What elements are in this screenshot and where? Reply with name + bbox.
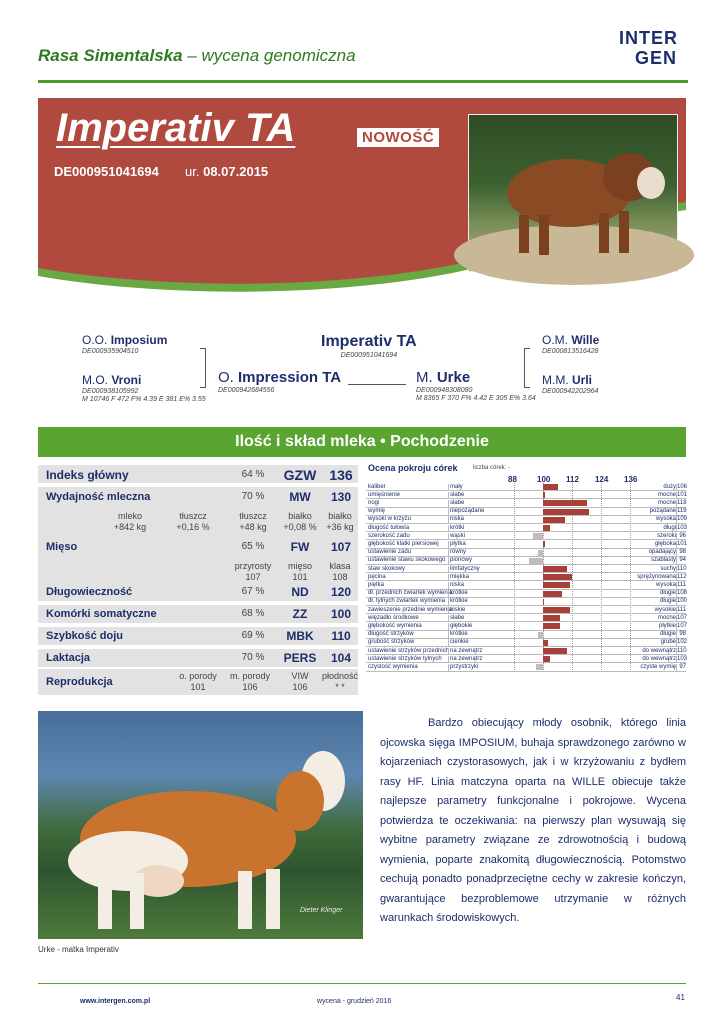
trait-name: staw skokowy <box>368 565 406 572</box>
sub-label: klasa <box>329 561 351 571</box>
index-row-milking <box>38 627 358 645</box>
dam-photo <box>38 711 363 939</box>
trait-name: grubość strzyków <box>368 639 415 646</box>
logo-line2: GEN <box>635 48 678 68</box>
trait-low-label: miękka <box>448 574 510 581</box>
oo-id: DE000935904510 <box>82 348 139 355</box>
sub-label: m. porody <box>229 671 271 681</box>
trait-low-label: niskie <box>448 607 510 614</box>
trait-bar <box>543 615 560 621</box>
mm-name: Urli <box>572 373 593 387</box>
index-code: PERS <box>283 651 317 665</box>
trait-name: dł. przednich ćwiartek wymienia <box>368 590 453 597</box>
sub-value: * * <box>335 682 345 692</box>
trait-low-label: niska <box>448 516 510 523</box>
index-pct: 69 % <box>241 630 265 641</box>
intergen-logo <box>615 26 695 72</box>
index-value: 136 <box>329 467 353 483</box>
index-code: ZZ <box>292 607 308 621</box>
conformation-row <box>366 557 686 565</box>
trait-low-label: mały <box>448 484 510 491</box>
index-pct: 67 % <box>241 586 265 597</box>
index-code: GZW <box>283 467 317 483</box>
pedigree-connector <box>348 384 406 385</box>
sub-label: tłuszcz <box>239 511 267 521</box>
m-name: Urke <box>436 369 471 386</box>
conformation-row <box>366 663 686 671</box>
self-name: Imperativ TA <box>321 333 417 350</box>
index-pct: 70 % <box>241 491 265 502</box>
photo-watermark: Dieter Klinger <box>300 907 343 914</box>
trait-name: ustawienie zadu <box>368 549 412 556</box>
index-code: FW <box>290 540 310 554</box>
trait-value: 112 <box>677 573 687 580</box>
pedigree-m <box>416 369 536 402</box>
trait-name: umięśnienie <box>368 491 401 498</box>
trait-name: głębokość klatki piersiowej <box>368 540 439 547</box>
born-date: 08.07.2015 <box>203 164 269 179</box>
index-label: Długowieczność <box>46 586 133 598</box>
footer-url[interactable]: www.intergen.com.pl <box>80 998 151 1005</box>
index-row-lactation <box>38 649 358 667</box>
trait-low-label: słabe <box>448 492 510 499</box>
page-title <box>38 46 356 66</box>
milk-sub-1 <box>100 511 160 533</box>
om-prefix: O.M. <box>542 333 568 347</box>
conformation-row <box>366 647 686 655</box>
trait-high-label: szeroki <box>656 532 676 539</box>
trait-high-label: wysoka <box>655 516 676 523</box>
sub-label: płodność <box>322 671 359 681</box>
meat-sub-3 <box>322 561 358 583</box>
milk-sub-3 <box>228 511 278 533</box>
trait-bar <box>543 509 589 515</box>
index-row-longevity <box>38 583 358 601</box>
trait-low-label: krótki <box>448 525 510 532</box>
conformation-row <box>366 622 686 630</box>
trait-bar <box>536 664 543 670</box>
index-row-somatic <box>38 605 358 623</box>
pedigree-mm <box>542 373 598 395</box>
trait-bar <box>543 566 567 572</box>
conformation-row <box>366 491 686 499</box>
trait-value: 106 <box>677 483 688 490</box>
scale-label: 124 <box>595 475 609 484</box>
trait-high-label: duży <box>663 483 676 490</box>
bull-photo <box>468 114 678 272</box>
pedigree-mo <box>82 373 206 403</box>
meat-sub-1 <box>228 561 278 583</box>
m-id: DE000948308080 <box>416 387 473 394</box>
sub-label: VIW <box>291 671 309 681</box>
scale-label: 100 <box>537 475 551 484</box>
sub-value: +0,16 % <box>176 522 210 532</box>
conformation-row <box>366 540 686 548</box>
index-value: 110 <box>331 629 351 643</box>
index-pct: 70 % <box>241 652 265 663</box>
trait-low-label: wąski <box>448 533 510 540</box>
trait-high-label: mocne <box>657 614 676 621</box>
trait-name: wymię <box>368 508 386 515</box>
trait-bar <box>538 550 543 556</box>
trait-name: piętka <box>368 581 385 588</box>
mo-id: DE000938105992 <box>82 388 139 395</box>
trait-bar <box>543 574 572 580</box>
milk-sub-2 <box>168 511 218 533</box>
trait-low-label: niepożądane <box>448 508 510 515</box>
footer-edition: wycena - grudzień 2016 <box>317 998 392 1005</box>
index-label: Indeks główny <box>46 468 129 482</box>
sub-value: 108 <box>332 572 348 582</box>
trait-low-label: równy <box>448 549 510 556</box>
trait-high-label: czyste wymię <box>640 663 676 670</box>
pedigree-bracket-left <box>200 348 206 388</box>
trait-bar <box>543 525 550 531</box>
conformation-row <box>366 614 686 622</box>
trait-high-label: głęboka <box>654 540 676 547</box>
trait-high-label: długie <box>659 590 676 597</box>
trait-low-label: pionowy <box>448 557 510 564</box>
sub-label: przyrosty <box>234 561 272 571</box>
index-label: Reprodukcja <box>46 676 113 688</box>
mo-prefix: M.O. <box>82 373 108 387</box>
meat-sub-2 <box>278 561 322 583</box>
sub-label: tłuszcz <box>179 511 207 521</box>
page-subtitle: – wycena genomiczna <box>187 46 356 65</box>
trait-low-label: niska <box>448 582 510 589</box>
trait-high-label: długie <box>659 631 676 638</box>
trait-bar <box>543 656 550 662</box>
trait-name: wysoki w krzyżu <box>368 516 412 523</box>
sub-label: białko <box>288 511 312 521</box>
trait-bar <box>543 582 570 588</box>
pedigree-self <box>321 333 417 359</box>
bull-name: Imperativ TA <box>56 106 296 150</box>
trait-low-label: słabe <box>448 615 510 622</box>
dam-photo-caption: Urke - matka Imperativ <box>38 945 119 954</box>
dam-photo-image <box>38 711 363 939</box>
sub-label: mięso <box>287 561 312 571</box>
trait-high-label: szablasty <box>650 557 676 564</box>
trait-bar <box>529 558 544 564</box>
conformation-row <box>366 598 686 606</box>
sub-value: 101 <box>292 572 308 582</box>
sub-value: 106 <box>292 682 308 692</box>
trait-high-label: długie <box>659 598 676 605</box>
o-id: DE000942684556 <box>218 387 275 394</box>
index-value: 130 <box>330 490 352 504</box>
trait-name: głębokość wymienia <box>368 622 422 629</box>
trait-low-label: limfatyczny <box>448 566 510 573</box>
trait-bar <box>543 607 570 613</box>
sub-value: +48 kg <box>239 522 267 532</box>
conformation-row <box>366 483 686 491</box>
trait-high-label: sprężynowana <box>637 573 676 580</box>
trait-high-label: długi <box>663 524 676 531</box>
sub-label: o. porody <box>179 671 217 681</box>
mo-name: Vroni <box>111 373 142 387</box>
sub-label: mleko <box>117 511 142 521</box>
conformation-row <box>366 516 686 524</box>
born-label: ur. <box>185 164 200 179</box>
trait-value: 101 <box>677 491 688 498</box>
scale-label: 88 <box>508 475 517 484</box>
trait-low-label: krótkie <box>448 631 510 638</box>
bull-id: DE000951041694 <box>54 164 159 179</box>
sub-value: +36 kg <box>326 522 354 532</box>
trait-high-label: płytkie <box>658 622 676 629</box>
trait-high-label: wysoka <box>655 581 676 588</box>
trait-bar <box>543 500 587 506</box>
milk-sub-5 <box>322 511 358 533</box>
oo-name: Imposium <box>110 333 168 347</box>
trait-low-label: krótkie <box>448 598 510 605</box>
trait-value: 107 <box>677 622 688 629</box>
mo-stats: M 10746 F 472 F% 4.39 E 381 E% 3.55 <box>82 396 206 403</box>
trait-low-label: krótkie <box>448 590 510 597</box>
index-pct: 64 % <box>241 469 265 480</box>
trait-name: ustawienie strzyków przednich <box>368 647 450 654</box>
trait-low-label: głębokie <box>448 623 510 630</box>
conformation-row <box>366 532 686 540</box>
conformation-row <box>366 581 686 589</box>
index-label: Mięso <box>46 541 78 553</box>
trait-value: 101 <box>677 540 688 547</box>
trait-high-label: grube <box>660 639 676 646</box>
index-code: ND <box>291 585 309 599</box>
mm-prefix: M.M. <box>542 373 569 387</box>
trait-name: pęcina <box>368 573 386 580</box>
index-code: MW <box>289 490 311 504</box>
index-label: Szybkość doju <box>46 630 124 642</box>
header-divider <box>38 80 688 83</box>
trait-value: 118 <box>677 499 687 506</box>
index-row-main <box>38 465 358 483</box>
trait-bar <box>543 640 548 646</box>
trait-high-label: mocne <box>657 491 676 498</box>
trait-bar <box>543 541 545 547</box>
milk-sub-4 <box>278 511 322 533</box>
repro-sub-4 <box>322 671 358 693</box>
index-pct: 65 % <box>241 541 265 552</box>
conformation-row <box>366 606 686 614</box>
trait-low-label: słabe <box>448 500 510 507</box>
index-value: 107 <box>330 540 352 554</box>
trait-high-label: do wewnątrz <box>642 647 676 654</box>
trait-bar <box>543 623 560 629</box>
sub-value: 107 <box>245 572 261 582</box>
oo-prefix: O.O. <box>82 333 108 347</box>
trait-value: 98 <box>676 631 686 638</box>
sub-label: białko <box>328 511 352 521</box>
repro-sub-1 <box>168 671 228 693</box>
scale-label: 112 <box>566 475 579 484</box>
trait-bar <box>543 517 565 523</box>
index-value: 104 <box>330 651 352 665</box>
index-value: 120 <box>330 585 352 599</box>
repro-sub-2 <box>222 671 278 693</box>
trait-name: nogi <box>368 499 380 506</box>
trait-value: 96 <box>676 533 686 540</box>
sub-value: +0,08 % <box>283 522 317 532</box>
trait-low-label: na zewnątrz <box>448 656 510 663</box>
section-title: Ilość i skład mleka • Pochodzenie <box>235 433 489 450</box>
conformation-row <box>366 631 686 639</box>
trait-high-label: mocne <box>657 499 676 506</box>
trait-value: 119 <box>677 508 687 515</box>
trait-bar <box>543 484 558 490</box>
logo-line1: INTER <box>619 28 678 48</box>
trait-value: 100 <box>677 598 688 605</box>
index-pct: 68 % <box>241 608 265 619</box>
bull-description: Bardzo obiecujący młody osobnik, którego linia ojcowska sięga IMPOSIUM, buhaja sprawdzonego zarówno w kojarzeniach czystorasowych, jak i w krzyżowaniu z bydłem rasy HF. Linia matczyna oparta na WILLE obiecuje także najlepsze parametry funkcjonalne i pokrojowe. Wycena potwierdza te oczekiwania: na pierwszy plan wysuwają się wybitne parametry związane ze zdrowotnością i budową wymienia, poparte znakomitą długowiecznością. Potomstwo cechują ponadto ponadprzeciętne cechy w zakresie kończyn, gwarantujące bezproblemowe utrzymanie w różnych warunkach środowiskowych. <box>380 717 686 924</box>
bull-banner <box>38 98 686 308</box>
trait-value: 111 <box>677 581 687 588</box>
conformation-row <box>366 639 686 647</box>
trait-value: 102 <box>677 639 688 646</box>
page-number: 41 <box>676 993 685 1002</box>
trait-low-label: płytka <box>448 541 510 548</box>
index-label: Laktacja <box>46 652 91 664</box>
trait-high-label: do wewnątrz <box>642 655 676 662</box>
trait-value: 97 <box>676 664 686 671</box>
index-row-meat <box>38 537 358 585</box>
scale-label: 136 <box>624 475 638 484</box>
daughters-count: liczba córek: - <box>473 465 511 471</box>
trait-high-label: wysokie <box>654 606 676 613</box>
trait-name: szerokość zadu <box>368 532 410 539</box>
conformation-row <box>366 655 686 663</box>
trait-value: 110 <box>677 565 687 572</box>
index-label: Komórki somatyczne <box>46 608 157 620</box>
trait-value: 98 <box>676 549 686 556</box>
index-label: Wydajność mleczna <box>46 491 151 503</box>
m-prefix: M. <box>416 369 433 386</box>
trait-bar <box>543 648 567 654</box>
o-prefix: O. <box>218 369 234 386</box>
trait-bar <box>543 591 562 597</box>
bull-birthdate <box>185 164 268 179</box>
sub-value: 101 <box>190 682 206 692</box>
trait-bar <box>543 599 544 605</box>
trait-value: 108 <box>677 590 688 597</box>
m-stats: M 8365 F 370 F% 4.42 E 305 E% 3.64 <box>416 395 536 402</box>
trait-low-label: na zewnątrz <box>448 648 510 655</box>
trait-value: 103 <box>677 524 688 531</box>
conformation-row <box>366 508 686 516</box>
trait-value: 110 <box>677 647 687 654</box>
trait-bar <box>538 632 543 638</box>
trait-name: długość strzyków <box>368 631 414 638</box>
sub-value: +842 kg <box>113 522 147 532</box>
conformation-row <box>366 524 686 532</box>
trait-name: długość tułowia <box>368 524 410 531</box>
trait-bar <box>543 492 545 498</box>
om-name: Wille <box>571 333 600 347</box>
section-band <box>38 427 686 457</box>
index-code: MBK <box>286 629 314 643</box>
conformation-title: Ocena pokroju córek <box>368 463 458 473</box>
pedigree-oo <box>82 333 167 355</box>
conformation-row <box>366 499 686 507</box>
trait-value: 103 <box>677 655 688 662</box>
trait-high-label: suchy <box>660 565 676 572</box>
trait-high-label: opadający <box>648 549 676 556</box>
self-id: DE000951041694 <box>340 352 398 359</box>
trait-value: 111 <box>677 606 687 613</box>
conformation-row <box>366 549 686 557</box>
trait-value: 94 <box>676 557 686 564</box>
conformation-row <box>366 590 686 598</box>
index-value: 100 <box>330 607 352 621</box>
trait-name: ustawienie strzyków tylnych <box>368 655 442 662</box>
trait-value: 107 <box>677 614 688 621</box>
trait-low-label: przystrzyki <box>448 664 510 671</box>
trait-name: kaliber <box>368 483 386 490</box>
trait-name: czystość wymienia <box>368 663 418 670</box>
trait-low-label: cienkie <box>448 639 510 646</box>
conformation-row <box>366 565 686 573</box>
om-id: DE000813516428 <box>542 348 599 355</box>
sub-value: 106 <box>242 682 258 692</box>
o-name: Impression TA <box>238 369 342 386</box>
conformation-row <box>366 573 686 581</box>
new-badge: NOWOŚĆ <box>357 128 439 147</box>
bull-photo-image <box>469 115 679 273</box>
trait-high-label: pożądane <box>649 508 676 515</box>
trait-bar <box>533 533 543 539</box>
pedigree-om <box>542 333 599 355</box>
breed-name: Rasa Simentalska <box>38 46 183 65</box>
pedigree-o <box>218 369 341 394</box>
pedigree-bracket-right <box>524 348 530 388</box>
index-row-repro <box>38 669 358 695</box>
trait-name: dł. tylnych ćwiartek wymienia <box>368 598 446 605</box>
repro-sub-3 <box>278 671 322 693</box>
trait-name: zawieszenie przednie wymienia <box>368 606 453 613</box>
trait-name: więzadło środkowe <box>368 614 419 621</box>
trait-name: ustawienie stawu skokowego <box>368 557 446 564</box>
mm-id: DE000942202964 <box>542 388 599 395</box>
footer-divider <box>38 983 686 984</box>
trait-value: 109 <box>677 516 688 523</box>
